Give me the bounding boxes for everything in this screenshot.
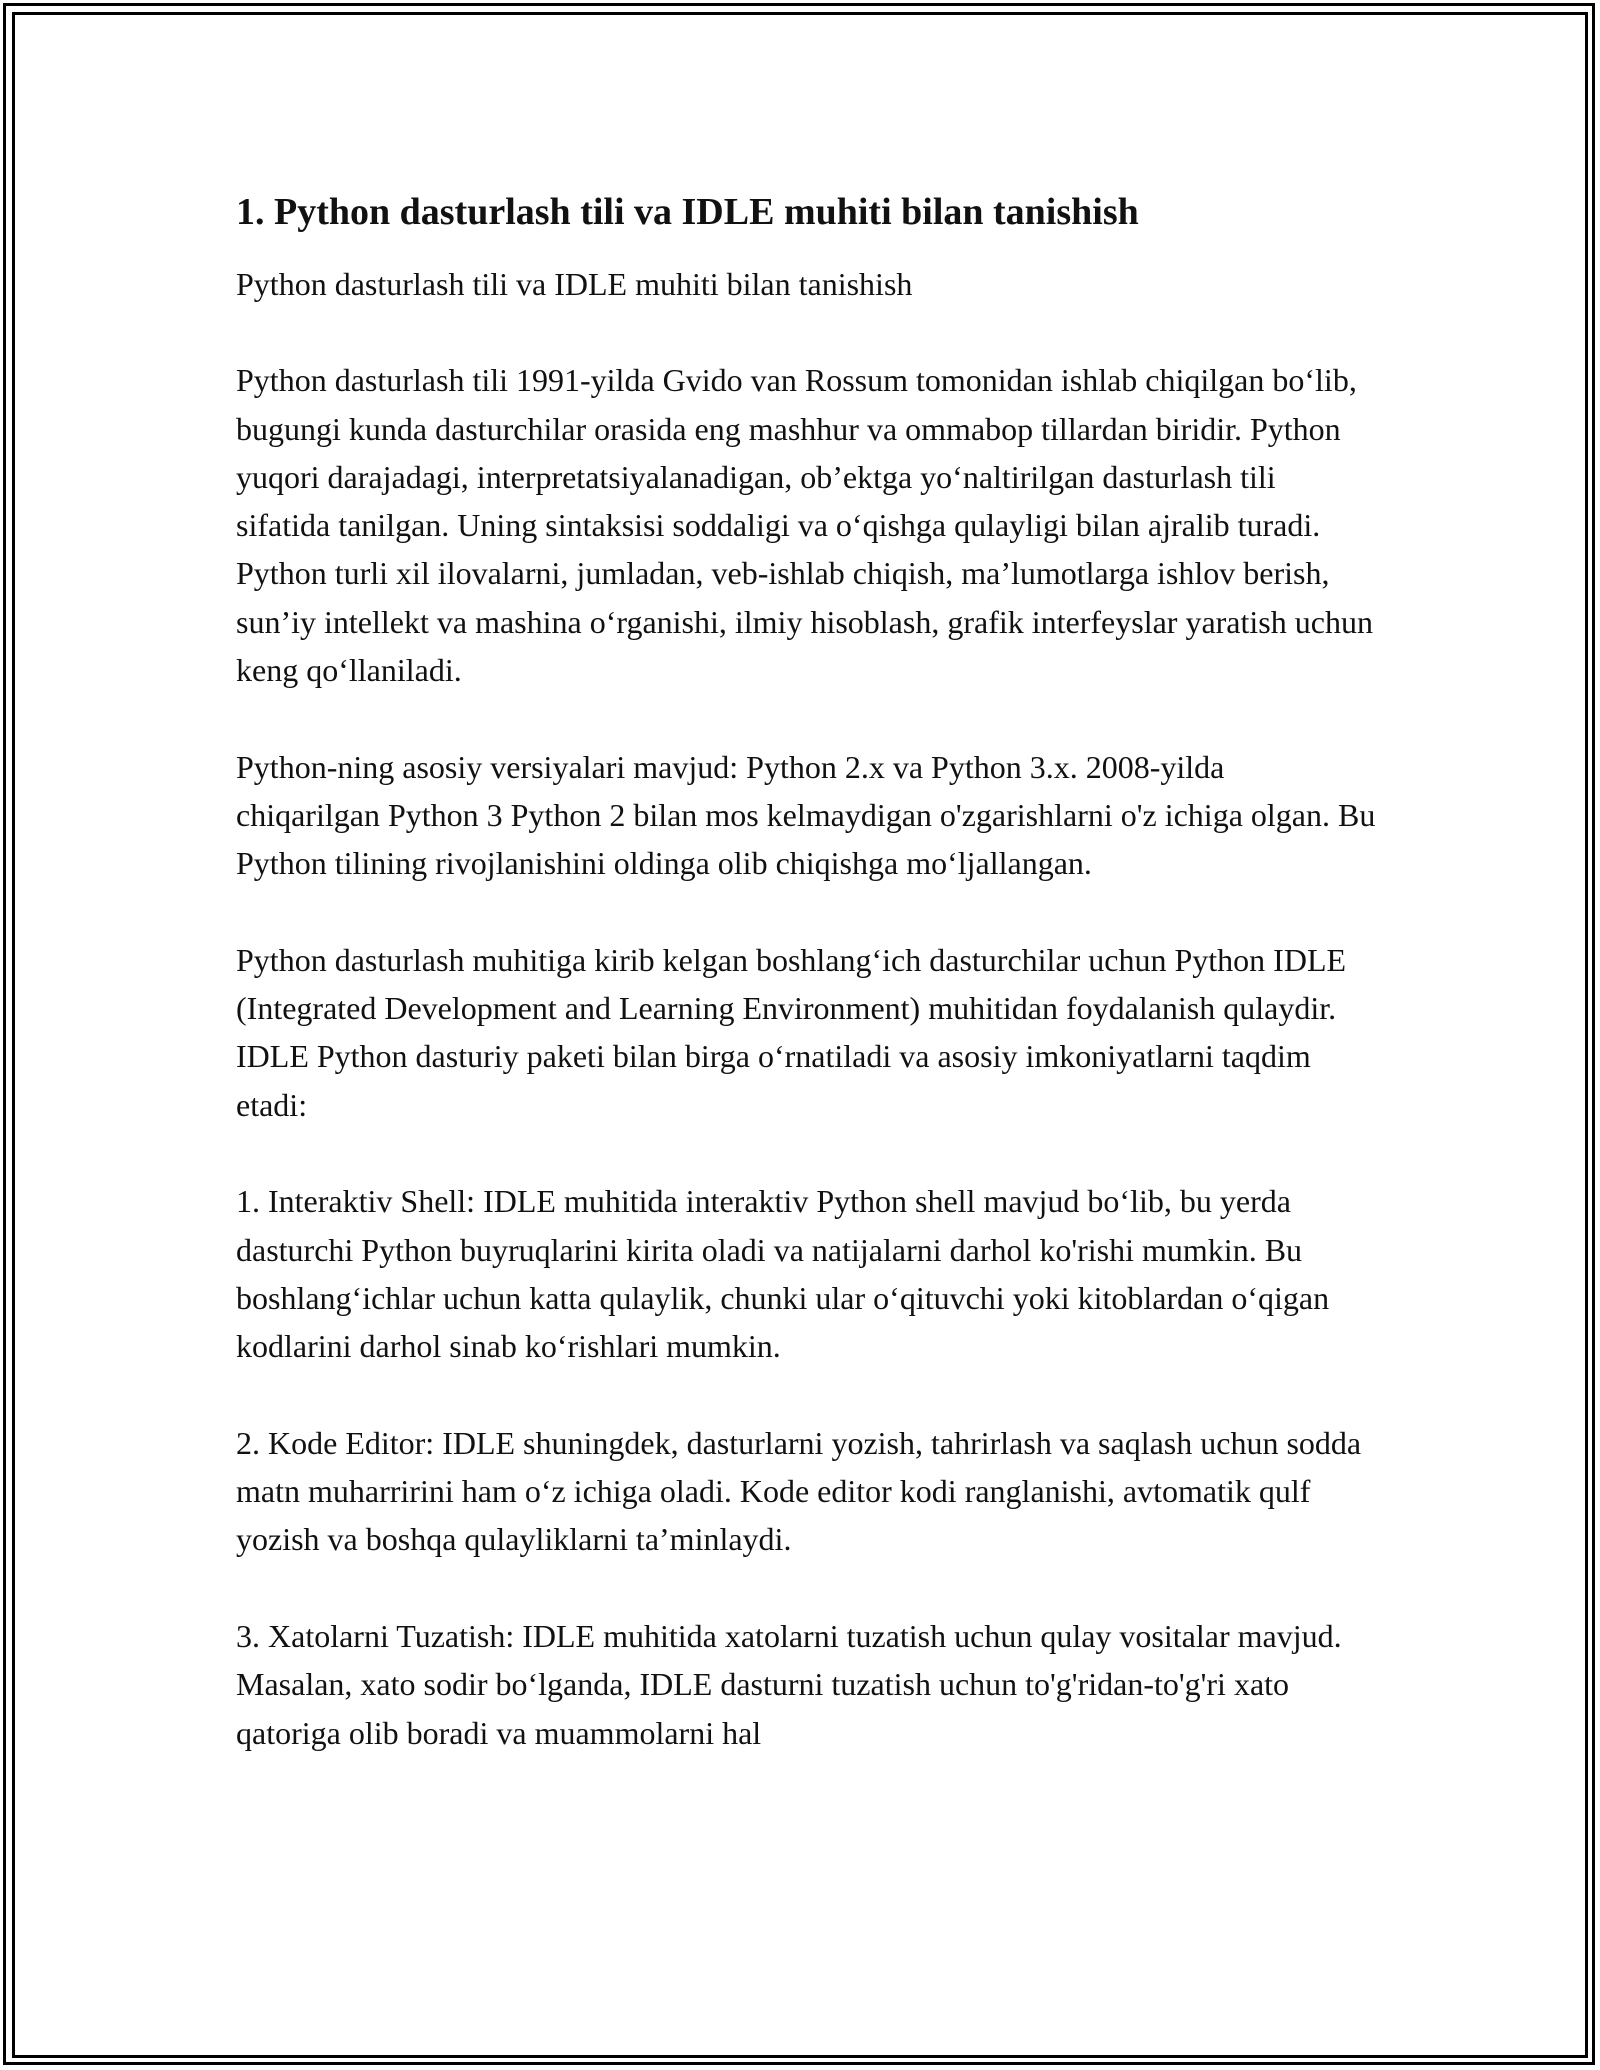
list-item-debugging: 3. Xatolarni Tuzatish: IDLE muhitida xatolarni tuzatish uchun qulay vositalar mavjud. Masalan, xato sodir bo‘lganda, IDLE dasturni tuzatish uchun to'g'ridan-to'g'ri xato qatoriga olib boradi va muammolarni hal [236, 1618, 1342, 1751]
idle-paragraph: Python dasturlash muhitiga kirib kelgan boshlang‘ich dasturchilar uchun Python IDLE (Integrated Development and Learning Environment) muhitidan foydalanish qulaydir. IDLE Python dasturiy paketi bilan birga o‘rnatiladi va asosiy imkoniyatlarni taqdim etadi: [236, 941, 1347, 1123]
subtitle-paragraph: Python dasturlash tili va IDLE muhiti bilan tanishish [236, 266, 913, 302]
intro-paragraph: Python dasturlash tili 1991-yilda Gvido van Rossum tomonidan ishlab chiqilgan bo‘lib, bugungi kunda dasturchilar orasida eng mashhur va ommabop tillardan biridir. Python yuqori darajadagi, interpretatsiyalanadigan, ob’ektga yo‘naltirilgan dasturlash tili sifatida tanilgan. Uning sintaksisi soddaligi va o‘qishga qulayligi bilan ajralib turadi. Python turli xil ilovalarni, jumladan, veb-ishlab chiqish, ma’lumotlarga ishlov berish, sun’iy intellekt va mashina o‘rganishi, ilmiy hisoblash, grafik interfeyslar yaratish uchun keng qo‘llaniladi. [236, 362, 1373, 689]
list-item-code-editor: 2. Kode Editor: IDLE shuningdek, dasturlarni yozish, tahrirlash va saqlash uchun sodda matn muharririni ham o‘z ichiga oladi. Kode editor kodi ranglanishi, avtomatik qulf yozish va boshqa qulayliklarni ta’minlaydi. [236, 1424, 1362, 1558]
list-item-interactive-shell: 1. Interaktiv Shell: IDLE muhitida interaktiv Python shell mavjud bo‘lib, bu yerda dasturchi Python buyruqlarini kirita oladi va natijalarni darhol ko'rishi mumkin. Bu boshlang‘ichlar uchun katta qulaylik, chunki ular o‘qituvchi yoki kitoblardan o‘qigan kodlarini darhol sinab ko‘rishlari mumkin. [236, 1183, 1330, 1365]
versions-paragraph: Python-ning asosiy versiyalari mavjud: Python 2.x va Python 3.x. 2008-yilda chiqarilgan Python 3 Python 2 bilan mos kelmaydigan o'zgarishlarni o'z ichiga olgan. Bu Python tilining rivojlanishini oldinga olib chiqishga mo‘ljallangan. [236, 748, 1376, 882]
document-title: 1. Python dasturlash tili va IDLE muhiti bilan tanishish [236, 191, 1139, 233]
document-page [236, 188, 1376, 1805]
